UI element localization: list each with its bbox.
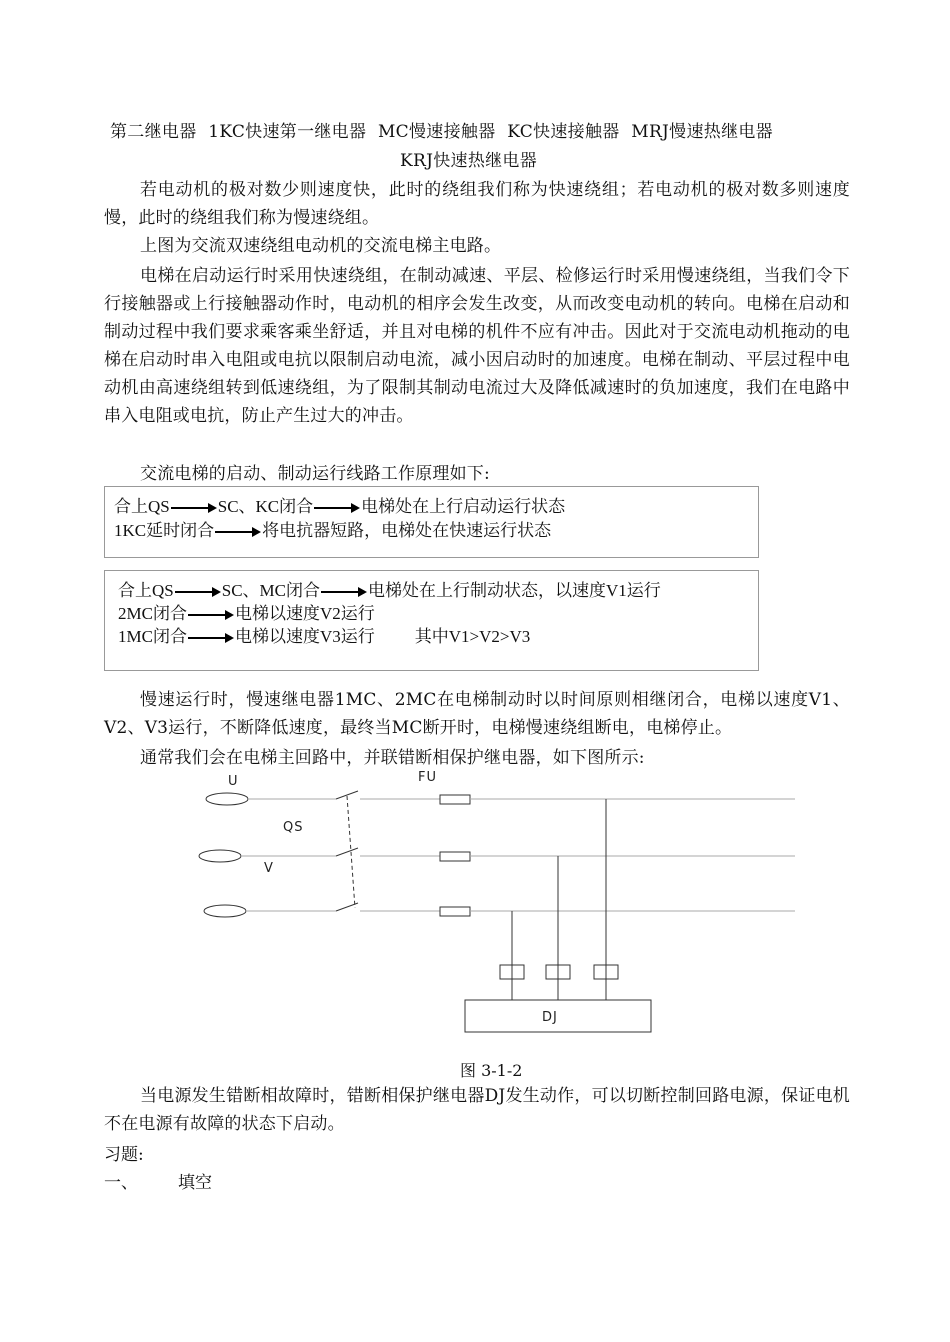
braking-row-2: [118, 603, 375, 625]
braking-sequence-box: [104, 570, 759, 671]
exercise-title: 习题:: [104, 1145, 144, 1165]
paragraph-main-circuit: 上图为交流双速绕组电动机的交流电梯主电路。: [140, 236, 502, 256]
step-sc-kc: SC、KC闭合: [217, 497, 314, 516]
terminal-w: [204, 905, 246, 917]
label-dj: DJ: [542, 1010, 558, 1025]
exercise-item-text: 填空: [178, 1173, 212, 1193]
step-1mc: 1MC闭合: [118, 627, 187, 646]
paragraph-principle-intro: 交流电梯的启动、制动运行线路工作原理如下:: [140, 464, 490, 484]
paragraph-operation: 电梯在启动运行时采用快速绕组，在制动减速、平层、检修运行时采用慢速绕组，当我们令下行接触器或上行接触器动作时，电动机的相序会发生改变，从而改变电动机的转向。电梯在启动和制动过程中我们要求乘客乘坐舒适，并且对电梯的机件不应有冲击。因此对于交流电动机拖动的电梯在启动时串入电阻或电抗以限制启动电流，减小因启动时的加速度。电梯在制动、平层过程中电动机由高速绕组转到低速绕组，为了限制其制动电流过大及降低减速时的负加速度，我们在电路中串入电阻或电抗，防止产生过大的冲击。: [104, 266, 850, 426]
label-u: U: [228, 774, 239, 789]
step-sc-mc: SC、MC闭合: [221, 581, 320, 600]
braking-row-3: [118, 626, 530, 648]
startup-row-1: [114, 496, 565, 518]
legend-line-1: 第二继电器 1KC快速第一继电器 MC慢速接触器 KC快速接触器 MRJ慢速热继电器: [110, 122, 773, 142]
fuse-3: [440, 907, 470, 916]
dj-relay-box: [465, 1000, 651, 1032]
legend-line-2: KRJ快速热继电器: [400, 151, 538, 171]
braking-row-1: [118, 580, 661, 602]
arrow-icon: [188, 610, 234, 620]
speed-relation: 其中V1>V2>V3: [414, 627, 531, 646]
figure-caption: 图 3-1-2: [460, 1061, 523, 1080]
step-short-reactor: 将电抗器短路，电梯处在快速运行状态: [262, 521, 552, 540]
paragraph-slow-run: 慢速运行时，慢速继电器1MC、2MC在电梯制动时以时间原则相继闭合，电梯以速度V1、V2、V3运行，不断降低速度，最终当MC断开时，电梯慢速绕组断电，电梯停止。: [104, 690, 850, 738]
startup-row-2: [114, 520, 551, 542]
step-up-start: 电梯处在上行启动运行状态: [361, 497, 566, 516]
arrow-icon: [171, 503, 217, 513]
fuse-2: [440, 852, 470, 861]
step-2mc: 2MC闭合: [118, 604, 187, 623]
exercise-item: [104, 1168, 212, 1193]
label-v: V: [264, 861, 274, 876]
arrow-icon: [175, 587, 221, 597]
terminal-v: [199, 850, 241, 862]
paragraph-phase-protection: 通常我们会在电梯主回路中，并联错断相保护继电器，如下图所示:: [140, 748, 645, 768]
step-speed-v2: 电梯以速度V2运行: [234, 604, 375, 623]
arrow-icon: [188, 633, 234, 643]
step-up-brake: 电梯处在上行制动状态，以速度V1运行: [367, 581, 661, 600]
paragraph-fault-action: 当电源发生错断相故障时，错断相保护继电器DJ发生动作，可以切断控制回路电源，保证电机不在电源有故障的状态下启动。: [104, 1086, 850, 1134]
qs-contact-2: [336, 848, 358, 856]
step-close-qs: 合上QS: [114, 497, 170, 516]
paragraph-pole-pairs: 若电动机的极对数少则速度快，此时的绕组我们称为快速绕组；若电动机的极对数多则速度慢，此时的绕组我们称为慢速绕组。: [104, 180, 850, 228]
arrow-icon: [314, 503, 360, 513]
exercise-item-number: 一、: [104, 1173, 138, 1193]
step-1kc-delay: 1KC延时闭合: [114, 521, 215, 540]
startup-sequence-box: [104, 486, 759, 558]
arrow-icon: [321, 587, 367, 597]
label-fu: FU: [418, 770, 437, 785]
phase-protection-circuit-diagram: [190, 768, 800, 1040]
step-speed-v3: 电梯以速度V3运行: [234, 627, 375, 646]
label-qs: QS: [283, 820, 304, 835]
step-close-qs: 合上QS: [118, 581, 174, 600]
fuse-1: [440, 795, 470, 804]
terminal-u: [206, 793, 248, 805]
arrow-icon: [215, 527, 261, 537]
